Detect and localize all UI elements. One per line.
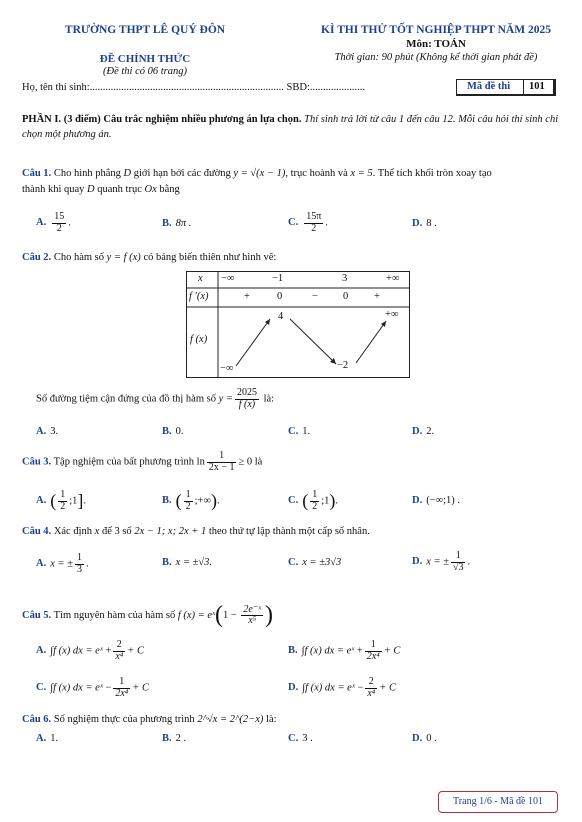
q2-option-d[interactable]: [412, 426, 434, 437]
q2-option-c[interactable]: [288, 426, 310, 437]
q4-option-a[interactable]: A. x = ± $\frac{1}{3}$ .: [36, 552, 89, 575]
exam-code-value: 101: [529, 81, 545, 92]
option-text: 0 .: [426, 733, 437, 744]
q4-text: Xác định: [51, 526, 95, 537]
numerator: 1: [76, 552, 82, 563]
fraction: [304, 212, 323, 234]
q3-ineq: ≥ 0: [238, 456, 253, 468]
option-letter: C.: [288, 217, 299, 229]
fraction: [113, 677, 130, 699]
option-text: 2 .: [175, 733, 187, 744]
q2-ask-text: Số đường tiệm cận đứng của đồ thị hàm số: [36, 393, 219, 405]
question-4-label: Câu 4.: [22, 526, 52, 537]
option-letter: B.: [162, 733, 172, 744]
fraction: [58, 490, 67, 512]
exam-title: KÌ THI THỬ TỐT NGHIỆP THPT NĂM 2025: [321, 24, 551, 36]
q6-option-b[interactable]: [162, 733, 186, 744]
fraction: [52, 212, 66, 234]
option-letter: D.: [412, 733, 423, 744]
option-sign: −: [357, 682, 364, 694]
question-1: [22, 166, 562, 199]
page-footer: Trang 1/6 - Mã đề 101: [438, 791, 558, 813]
candidate-name-line: Họ, tên thí sinh:.......................................................................... SBD:.....................: [22, 82, 366, 93]
q4-numbers: 2x − 1; x; 2x + 1: [134, 526, 207, 537]
fraction: [113, 640, 125, 662]
option-letter: A.: [36, 733, 47, 744]
q6-text: Số nghiệm thực của phương trình: [51, 714, 198, 725]
q1-line: x = 5: [350, 168, 373, 179]
fraction: [235, 388, 259, 410]
q4-option-b[interactable]: [162, 557, 212, 568]
numerator: 1: [207, 451, 237, 463]
option-sign: −: [105, 682, 112, 694]
part1-heading: [22, 112, 562, 142]
option-letter: A.: [36, 217, 47, 229]
fraction: [365, 640, 382, 662]
question-3: [22, 451, 562, 473]
denominator: 2x − 1: [208, 461, 235, 473]
q6-option-d[interactable]: [412, 733, 437, 744]
option-letter: D.: [288, 682, 299, 694]
option-letter: C.: [36, 682, 47, 694]
q2-ask: [36, 388, 576, 410]
fraction: [310, 490, 319, 512]
numerator: 15π: [306, 211, 322, 222]
q1-option-a[interactable]: A. $\frac{15}{2}$ .: [36, 211, 71, 234]
q3-text: Tập nghiệm của bất phương trình: [51, 456, 197, 468]
denominator: 2: [185, 500, 191, 512]
denominator: 2: [56, 222, 62, 234]
q3-option-d[interactable]: [412, 495, 460, 506]
option-text: (−∞;1) .: [426, 495, 461, 506]
subject: Môn: TOÁN: [406, 38, 466, 50]
question-4: [22, 524, 562, 540]
row-fprime-label: f ′(x): [189, 291, 209, 302]
q1-text: bằng: [156, 184, 180, 196]
numerator: 1: [451, 551, 466, 563]
numerator: 2: [365, 677, 377, 689]
x-value: −1: [272, 273, 284, 284]
option-tail: + C: [379, 682, 396, 694]
question-2-label: Câu 2.: [22, 252, 52, 263]
option-letter: A.: [36, 645, 47, 657]
denominator: x⁵: [248, 615, 257, 627]
numerator: 2025: [236, 387, 257, 398]
numerator: 2: [113, 640, 125, 652]
q2-option-b[interactable]: [162, 426, 184, 437]
q1-text: Cho hình phẳng: [51, 168, 124, 179]
q6-option-a[interactable]: [36, 733, 58, 744]
official-label: ĐỀ CHÍNH THỨC: [99, 53, 191, 65]
x-value: 3: [342, 273, 348, 284]
option-letter: D.: [412, 218, 423, 229]
option-text: 8 .: [426, 218, 437, 229]
q4-option-c[interactable]: [288, 557, 341, 568]
q3-ln: ln: [196, 456, 205, 468]
option-text: ;1: [69, 495, 78, 507]
option-text: x = ±√3.: [175, 557, 213, 568]
option-text: 2.: [426, 426, 435, 437]
option-text: 1.: [50, 733, 59, 744]
fprime-zero: 0: [277, 291, 283, 302]
option-text: x = ±: [426, 556, 449, 568]
row-f-label: f (x): [190, 334, 208, 345]
option-text: ∫f (x) dx = eˣ: [302, 682, 355, 694]
numerator: 2e⁻ˣ: [243, 603, 261, 615]
question-1-label: Câu 1.: [22, 168, 52, 179]
question-6: [22, 712, 562, 728]
q1-axis: Ox: [144, 184, 157, 196]
fraction: [241, 605, 263, 627]
option-letter: B.: [288, 645, 298, 657]
numerator: 1: [113, 677, 130, 689]
option-text: ;+∞: [194, 495, 211, 507]
fprime-sign: +: [374, 291, 380, 302]
q2-ask-y: y =: [218, 393, 233, 405]
q4-text: để 3 số: [99, 526, 135, 537]
option-letter: B.: [162, 495, 172, 507]
q1-text: . Thể tích khối tròn xoay tạo: [372, 168, 492, 179]
fprime-sign: +: [244, 291, 250, 302]
variation-table: [186, 271, 410, 378]
numerator: 1: [185, 489, 191, 500]
q5-option-c[interactable]: [36, 677, 149, 699]
question-2: [22, 250, 562, 266]
option-letter: C.: [288, 557, 299, 568]
option-letter: C.: [288, 426, 299, 437]
option-letter: A.: [36, 495, 47, 507]
q1-text: giới hạn bởi các đường: [131, 168, 234, 179]
denominator: 2: [311, 222, 317, 234]
option-letter: C.: [288, 495, 299, 507]
q3-option-c[interactable]: C. ( $\frac{1}{2}$ ;1).: [288, 489, 339, 512]
denominator: 2: [60, 500, 66, 512]
option-letter: A.: [36, 558, 47, 570]
fprime-sign: −: [312, 291, 318, 302]
question-5-label: Câu 5.: [22, 610, 52, 621]
option-letter: C.: [288, 733, 299, 744]
numerator: 1: [365, 640, 382, 652]
denominator: √3: [452, 561, 464, 573]
q4-var: x: [94, 526, 100, 537]
q1-option-d[interactable]: [412, 218, 437, 229]
option-text: x = ±: [50, 558, 73, 570]
q5-function: f (x) = eˣ: [177, 610, 215, 621]
option-letter: B.: [162, 426, 172, 437]
fprime-zero: 0: [343, 291, 349, 302]
option-text: 3.: [50, 426, 59, 437]
exam-code-divider: [523, 79, 524, 95]
denominator: 2x⁴: [115, 687, 129, 699]
q3-option-a[interactable]: A. ( $\frac{1}{2}$ ;1].: [36, 489, 87, 512]
x-value: +∞: [386, 273, 400, 284]
denominator: 3: [76, 563, 82, 575]
q6-text: là:: [263, 714, 277, 725]
exam-code-box: [456, 79, 556, 96]
q5-text: Tìm nguyên hàm của hàm số: [51, 610, 178, 621]
q3-option-b[interactable]: B. ( $\frac{1}{2}$ ;+∞).: [162, 489, 220, 512]
denominator: x⁴: [115, 650, 124, 662]
q1-text: quanh trục: [94, 184, 145, 196]
q2-option-a[interactable]: [36, 426, 58, 437]
option-tail: + C: [383, 645, 401, 657]
option-text: 1.: [302, 426, 311, 437]
fraction: [184, 490, 193, 512]
option-letter: D.: [412, 495, 423, 506]
fraction: [365, 677, 377, 699]
option-text: ∫f (x) dx = eˣ: [50, 645, 103, 657]
q6-option-c[interactable]: [288, 733, 313, 744]
q2-text: Cho hàm số: [51, 252, 107, 263]
q4-option-d[interactable]: D. x = ± $\frac{1}{√3}$ .: [412, 550, 471, 573]
option-letter: D.: [412, 556, 423, 568]
f-value: −∞: [220, 363, 234, 374]
q1-option-b[interactable]: [162, 218, 191, 229]
option-letter: B.: [162, 218, 172, 229]
numerator: 15: [54, 211, 65, 222]
question-6-label: Câu 6.: [22, 714, 52, 725]
denominator: f (x): [238, 398, 256, 410]
option-text: x = ±3√3: [302, 557, 342, 568]
fraction: [75, 553, 84, 575]
exam-time: Thời gian: 90 phút (Không kể thời gian phát đề): [334, 52, 538, 63]
numerator: 1: [60, 489, 66, 500]
x-value: −∞: [221, 273, 235, 284]
q1-equation: y = √(x − 1): [233, 168, 286, 179]
fraction: [207, 451, 237, 473]
f-value: −2: [337, 360, 349, 371]
option-tail: + C: [132, 682, 149, 694]
question-5: Câu 5. Tìm nguyên hàm của hàm số f (x) = eˣ(1 − $\frac{\text{2e⁻ˣ}}{\text{x⁵}}$ ): [22, 602, 273, 628]
q6-equation: 2^√x = 2^(2−x): [197, 714, 264, 725]
option-sign: +: [105, 645, 112, 657]
question-3-label: Câu 3.: [22, 456, 52, 468]
q5-option-b[interactable]: [288, 640, 400, 662]
q5-option-a[interactable]: [36, 640, 144, 662]
q1-text: thành khi quay: [22, 184, 88, 196]
q5-option-d[interactable]: [288, 677, 396, 699]
option-letter: B.: [162, 557, 172, 568]
row-x-label: x: [198, 273, 203, 284]
denominator: x⁴: [367, 687, 376, 699]
f-value: 4: [278, 311, 284, 322]
option-text: ∫f (x) dx = eˣ: [50, 682, 103, 694]
q2-ask-text: là:: [260, 393, 275, 405]
option-tail: + C: [127, 645, 144, 657]
part1-instruction: Thí sinh trả lời từ câu 1 đến câu 12. Mỗi câu hỏi thí sinh chỉ chọn một phương án.: [22, 114, 559, 141]
pages-note: (Đề thi có 06 trang): [103, 66, 187, 77]
option-text: ;1: [321, 495, 330, 507]
q2-text: có bảng biến thiên như hình vẽ:: [140, 252, 277, 263]
exam-code-label: Mã đề thi: [467, 81, 511, 92]
option-text: 8π .: [175, 218, 192, 229]
option-text: 0.: [175, 426, 184, 437]
school-name: TRƯỜNG THPT LÊ QUÝ ĐÔN: [64, 24, 226, 36]
fraction: [451, 551, 466, 573]
q1-text: , trục hoành và: [285, 168, 351, 179]
option-letter: D.: [412, 426, 423, 437]
part1-title: PHẦN I. (3 điểm) Câu trắc nghiệm nhiều phương án lựa chọn.: [22, 114, 302, 125]
q4-text: theo thứ tự lập thành một cấp số nhân.: [206, 526, 370, 537]
q1-region: D: [123, 168, 132, 179]
f-value: +∞: [385, 309, 399, 320]
denominator: 2x⁴: [366, 650, 380, 662]
option-sign: +: [356, 645, 363, 657]
option-text: 3 .: [302, 733, 313, 744]
denominator: 2: [312, 500, 318, 512]
option-letter: A.: [36, 426, 47, 437]
numerator: 1: [312, 489, 318, 500]
q1-region: D: [87, 184, 95, 196]
variation-table-svg: [186, 271, 410, 378]
q2-function: y = f (x): [106, 252, 141, 263]
option-text: ∫f (x) dx = eˣ: [301, 645, 355, 657]
q1-option-c[interactable]: C. $\frac{15\pi}{2}$ .: [288, 211, 328, 234]
q3-text: là: [252, 456, 263, 468]
